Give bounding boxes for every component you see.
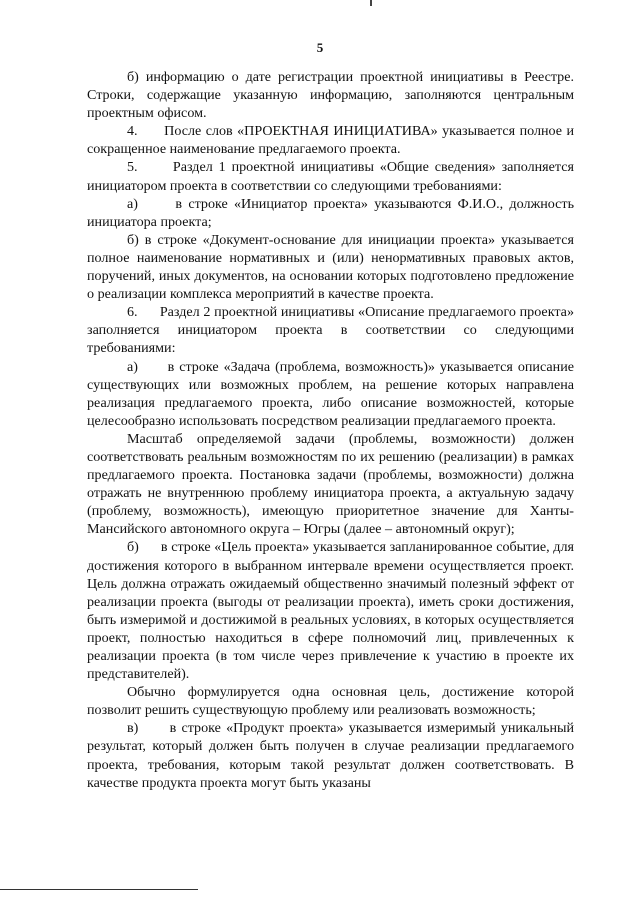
paragraph: 5. Раздел 1 проектной инициативы «Общие сведения» заполняется инициатором проекта в соответствии со следующими требованиями: [87,159,574,194]
page-number: 5 [316,40,324,55]
footnote-divider [0,889,198,890]
paragraph: Обычно формулируется одна основная цель, достижение которой позволит решить существующую проблему или реализовать возможность; [87,684,574,719]
paragraph: а) в строке «Задача (проблема, возможность)» указывается описание существующих или возможных проблем, на решение которых направлена реализация предлагаемого проекта, либо описание возможностей, которые целесообразно использовать посредством реализации предлагаемого проекта. [87,358,574,429]
paragraph: в) в строке «Продукт проекта» указывается измеримый уникальный результат, который должен быть получен в случае реализации предлагаемого проекта, требования, которым такой результат должен соответствовать. В качестве продукта проекта могут быть указаны [87,720,574,791]
paragraph: а) в строке «Инициатор проекта» указываются Ф.И.О., должность инициатора проекта; [87,195,574,230]
paragraph: 4. После слов «ПРОЕКТНАЯ ИНИЦИАТИВА» указывается полное и сокращенное наименование предлагаемого проекта. [87,123,574,158]
scan-mark [370,0,372,6]
paragraph: Масштаб определяемой задачи (проблемы, возможности) должен соответствовать реальным возможностям по их решению (реализации) в рамках предлагаемого проекта. Постановка задачи (проблемы, возможности) должна отражать не внутреннюю проблему инициатора проекта, а актуальную задачу (проблему, возможность), имеющую приоритетное значение для Ханты-Мансийского автономного округа – Югры (далее – автономный округ); [87,430,574,538]
paragraph: б) в строке «Цель проекта» указывается запланированное событие, для достижения которого в выбранном интервале времени осуществляется проект. Цель должна отражать ожидаемый общественно значимый полезный эффект от реализации проекта (выгоды от реализации проекта), иметь сроки достижения, быть измеримой и достижимой в реальных условиях, в которых осуществляется проект, полностью находиться в сфере полномочий лиц, привлеченных к реализации проекта (в том числе через привлечение к участию в проекте их представителей). [87,539,574,683]
paragraph: б) в строке «Документ-основание для инициации проекта» указывается полное наименование нормативных и (или) ненормативных правовых актов, поручений, иных документов, на основании которых подготовлено предложение о реализации комплекса мероприятий в качестве проекта. [87,231,574,303]
body-text [87,68,574,792]
paragraph: 6. Раздел 2 проектной инициативы «Описание предлагаемого проекта» заполняется инициатором проекта в соответствии со следующими требованиями: [87,304,574,357]
paragraph: б) информацию о дате регистрации проектной инициативы в Реестре. Строки, содержащие указанную информацию, заполняются центральным проектным офисом. [87,69,574,122]
